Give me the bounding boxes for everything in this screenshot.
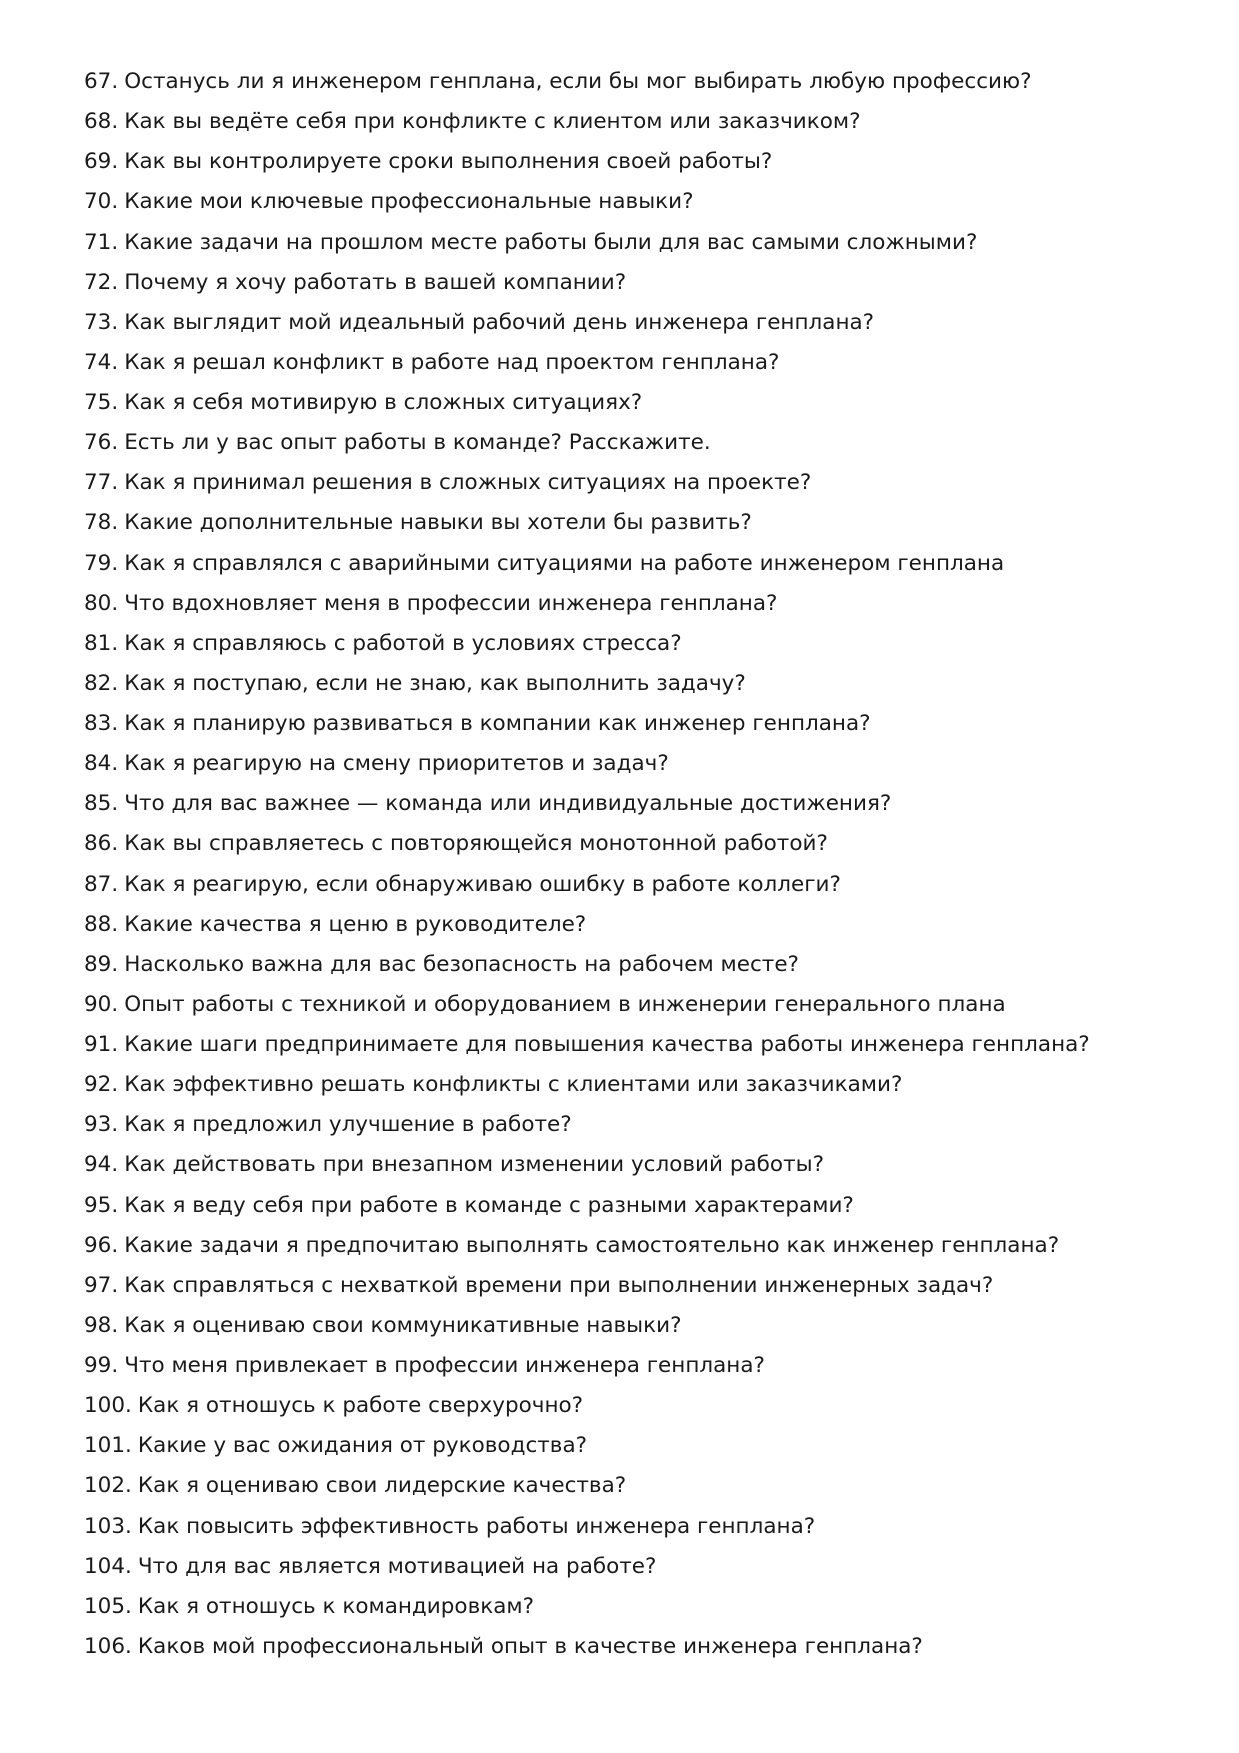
question-text: Как вы справляетесь с повторяющейся монотонной работой? — [124, 831, 828, 857]
question-number: 95. — [84, 1192, 119, 1218]
question-number: 88. — [84, 911, 119, 937]
question-number: 94. — [84, 1152, 119, 1178]
question-item — [84, 905, 1164, 945]
question-text: Как я планирую развиваться в компании как инженер генплана? — [124, 711, 871, 736]
question-number: 87. — [84, 871, 119, 897]
question-text: Что для вас важнее — команда или индивидуальные достижения? — [124, 791, 892, 817]
question-number: 72. — [84, 269, 119, 295]
question-item — [84, 503, 1164, 543]
question-item — [84, 102, 1164, 142]
question-number: 85. — [84, 791, 119, 817]
question-number: 77. — [84, 470, 119, 496]
question-item — [84, 62, 1164, 102]
question-text: Что меня привлекает в профессии инженера генплана? — [124, 1353, 765, 1378]
question-item — [84, 1226, 1164, 1266]
question-text: Как я поступаю, если не знаю, как выполнить задачу? — [124, 670, 746, 696]
question-number: 89. — [84, 951, 119, 977]
question-item — [84, 383, 1164, 423]
question-text: Опыт работы с техникой и оборудованием в инженерии генерального плана — [124, 991, 1006, 1017]
question-item — [84, 784, 1164, 824]
question-number: 84. — [84, 751, 119, 777]
question-item — [84, 1346, 1164, 1386]
question-number: 76. — [84, 430, 119, 456]
question-text: Какие дополнительные навыки вы хотели бы развить? — [124, 510, 752, 536]
question-text: Как я себя мотивирую в сложных ситуациях? — [124, 390, 643, 415]
question-number: 71. — [84, 229, 119, 255]
question-text: Как вы контролируете сроки выполнения своей работы? — [124, 149, 773, 175]
question-text: Как я принимал решения в сложных ситуациях на проекте? — [124, 470, 812, 496]
question-number: 74. — [84, 349, 119, 375]
question-number: 93. — [84, 1112, 119, 1138]
question-text: Как повысить эффективность работы инженера генплана? — [137, 1513, 816, 1539]
question-number: 79. — [84, 550, 119, 576]
question-item — [84, 1426, 1164, 1466]
question-item — [84, 1266, 1164, 1306]
question-text: Как я реагирую, если обнаруживаю ошибку в работе коллеги? — [124, 871, 841, 897]
question-item — [84, 1587, 1164, 1627]
question-text: Как я справляюсь с работой в условиях стресса? — [124, 630, 682, 656]
question-text: Останусь ли я инженером генплана, если бы мог выбирать любую профессию? — [124, 69, 1032, 94]
question-item — [84, 1466, 1164, 1506]
question-item — [84, 223, 1164, 263]
question-item — [84, 584, 1164, 624]
question-item — [84, 343, 1164, 383]
question-text: Какие задачи я предпочитаю выполнять самостоятельно как инженер генплана? — [124, 1232, 1060, 1258]
question-number: 82. — [84, 670, 119, 696]
question-text: Что для вас является мотивацией на работе? — [137, 1553, 657, 1579]
question-text: Какие у вас ожидания от руководства? — [137, 1433, 588, 1459]
question-number: 86. — [84, 831, 119, 857]
question-number: 102. — [84, 1473, 132, 1499]
question-number: 96. — [84, 1232, 119, 1258]
question-text: Каков мой профессиональный опыт в качестве инженера генплана? — [137, 1633, 923, 1659]
question-text: Как я оцениваю свои лидерские качества? — [137, 1473, 627, 1499]
question-item — [84, 463, 1164, 503]
question-number: 101. — [84, 1433, 132, 1459]
question-text: Как я отношусь к работе сверхурочно? — [137, 1393, 584, 1419]
question-number: 97. — [84, 1272, 119, 1298]
question-text: Как я веду себя при работе в команде с разными характерами? — [124, 1192, 854, 1218]
question-text: Почему я хочу работать в вашей компании? — [124, 269, 627, 295]
question-text: Как справляться с нехваткой времени при выполнении инженерных задач? — [124, 1272, 994, 1298]
question-text: Какие шаги предпринимаете для повышения качества работы инженера генплана? — [124, 1032, 1090, 1057]
question-item — [84, 182, 1164, 222]
question-text: Какие задачи на прошлом месте работы были для вас самыми сложными? — [124, 229, 978, 255]
question-item — [84, 744, 1164, 784]
question-text: Как я предложил улучшение в работе? — [124, 1112, 572, 1138]
question-text: Как я отношусь к командировкам? — [137, 1593, 535, 1619]
question-item — [84, 704, 1164, 744]
question-text: Как вы ведёте себя при конфликте с клиентом или заказчиком? — [124, 109, 861, 135]
question-item — [84, 263, 1164, 303]
question-text: Как выглядит мой идеальный рабочий день инженера генплана? — [124, 309, 875, 335]
question-text: Как я оцениваю свои коммуникативные навыки? — [124, 1312, 682, 1338]
question-text: Что вдохновляет меня в профессии инженера генплана? — [124, 590, 778, 616]
question-item — [84, 1186, 1164, 1226]
question-number: 104. — [84, 1553, 132, 1579]
question-item — [84, 1386, 1164, 1426]
question-item — [84, 1025, 1164, 1065]
question-text: Как я реагирую на смену приоритетов и задач? — [124, 751, 669, 777]
question-item — [84, 865, 1164, 905]
question-list — [84, 62, 1164, 1667]
question-number: 81. — [84, 630, 119, 656]
question-number: 92. — [84, 1072, 119, 1098]
question-number: 90. — [84, 991, 119, 1017]
question-text: Насколько важна для вас безопасность на рабочем месте? — [124, 951, 799, 977]
question-number: 70. — [84, 189, 119, 215]
question-number: 99. — [84, 1353, 119, 1378]
question-text: Как эффективно решать конфликты с клиентами или заказчиками? — [124, 1072, 903, 1098]
question-text: Есть ли у вас опыт работы в команде? Расскажите. — [124, 430, 711, 456]
question-item — [84, 624, 1164, 664]
question-number: 69. — [84, 149, 119, 175]
question-text: Какие мои ключевые профессиональные навыки? — [124, 189, 694, 215]
question-text: Как я решал конфликт в работе над проектом генплана? — [124, 349, 780, 375]
question-item — [84, 1507, 1164, 1547]
question-number: 80. — [84, 590, 119, 616]
question-item — [84, 945, 1164, 985]
question-text: Как действовать при внезапном изменении условий работы? — [124, 1152, 824, 1178]
question-number: 105. — [84, 1593, 132, 1619]
question-item — [84, 985, 1164, 1025]
question-number: 75. — [84, 390, 119, 415]
question-item — [84, 664, 1164, 704]
question-item — [84, 423, 1164, 463]
question-number: 106. — [84, 1633, 132, 1659]
question-item — [84, 1065, 1164, 1105]
question-item — [84, 1627, 1164, 1667]
question-number: 67. — [84, 69, 119, 94]
question-item — [84, 824, 1164, 864]
question-item — [84, 303, 1164, 343]
question-item — [84, 1145, 1164, 1185]
question-number: 98. — [84, 1312, 119, 1338]
question-item — [84, 1306, 1164, 1346]
question-item — [84, 1105, 1164, 1145]
question-number: 73. — [84, 309, 119, 335]
question-item — [84, 544, 1164, 584]
question-number: 68. — [84, 109, 119, 135]
question-text: Какие качества я ценю в руководителе? — [124, 911, 587, 937]
question-item — [84, 1547, 1164, 1587]
question-number: 78. — [84, 510, 119, 536]
question-text: Как я справлялся с аварийными ситуациями на работе инженером генплана — [124, 550, 1005, 576]
question-item — [84, 142, 1164, 182]
question-number: 103. — [84, 1513, 132, 1539]
question-number: 91. — [84, 1032, 119, 1057]
question-number: 100. — [84, 1393, 132, 1419]
question-number: 83. — [84, 711, 119, 736]
